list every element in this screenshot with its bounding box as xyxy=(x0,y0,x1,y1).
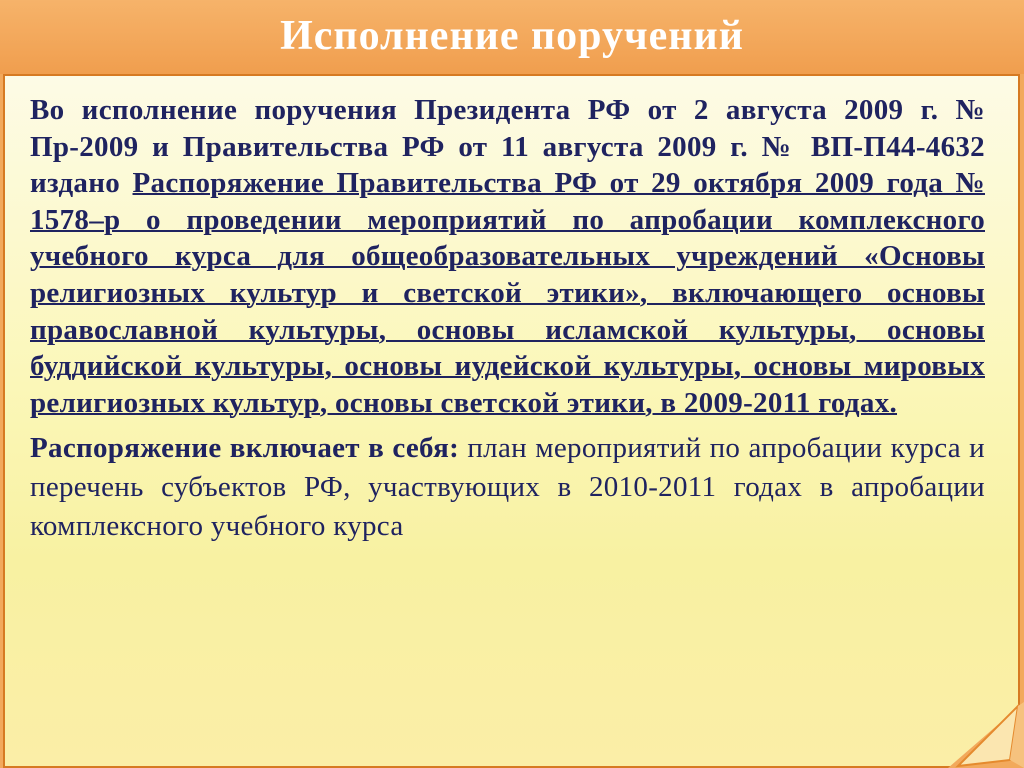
paragraph-contents-body: план мероприятий по апробации курса и перечень субъектов РФ, участвующих в 2010-2011 годах в апробации комплексного учебного курса xyxy=(30,432,985,543)
slide-content xyxy=(30,92,985,546)
page-curl-icon xyxy=(948,702,1024,768)
paragraph-contents xyxy=(30,429,985,546)
title-bar xyxy=(0,0,1024,74)
paragraph-contents-lead: Распоряжение включает в себя: xyxy=(30,432,460,465)
paragraph-decree-intro: Во исполнение поручения Президента РФ от 2 августа 2009 г. № Пр-2009 и Правительства РФ от 11 августа 2009 г. № ВП-П44-4632 издано xyxy=(30,94,985,200)
paragraph-decree xyxy=(30,92,985,421)
slide-title: Исполнение поручений xyxy=(280,13,744,59)
decree-title-underlined: Распоряжение Правительства РФ от 29 октября 2009 года № 1578–р о проведении мероприятий по апробации комплексного учебного курса для общеобразовательных учреждений «Основы религиозных культур и светской этики», включающего основы православной культуры, основы исламской культуры, основы буддийской культуры, основы иудейской культуры, основы мировых религиозных культур, основы светской этики, в 2009-2011 годах. xyxy=(30,167,985,419)
